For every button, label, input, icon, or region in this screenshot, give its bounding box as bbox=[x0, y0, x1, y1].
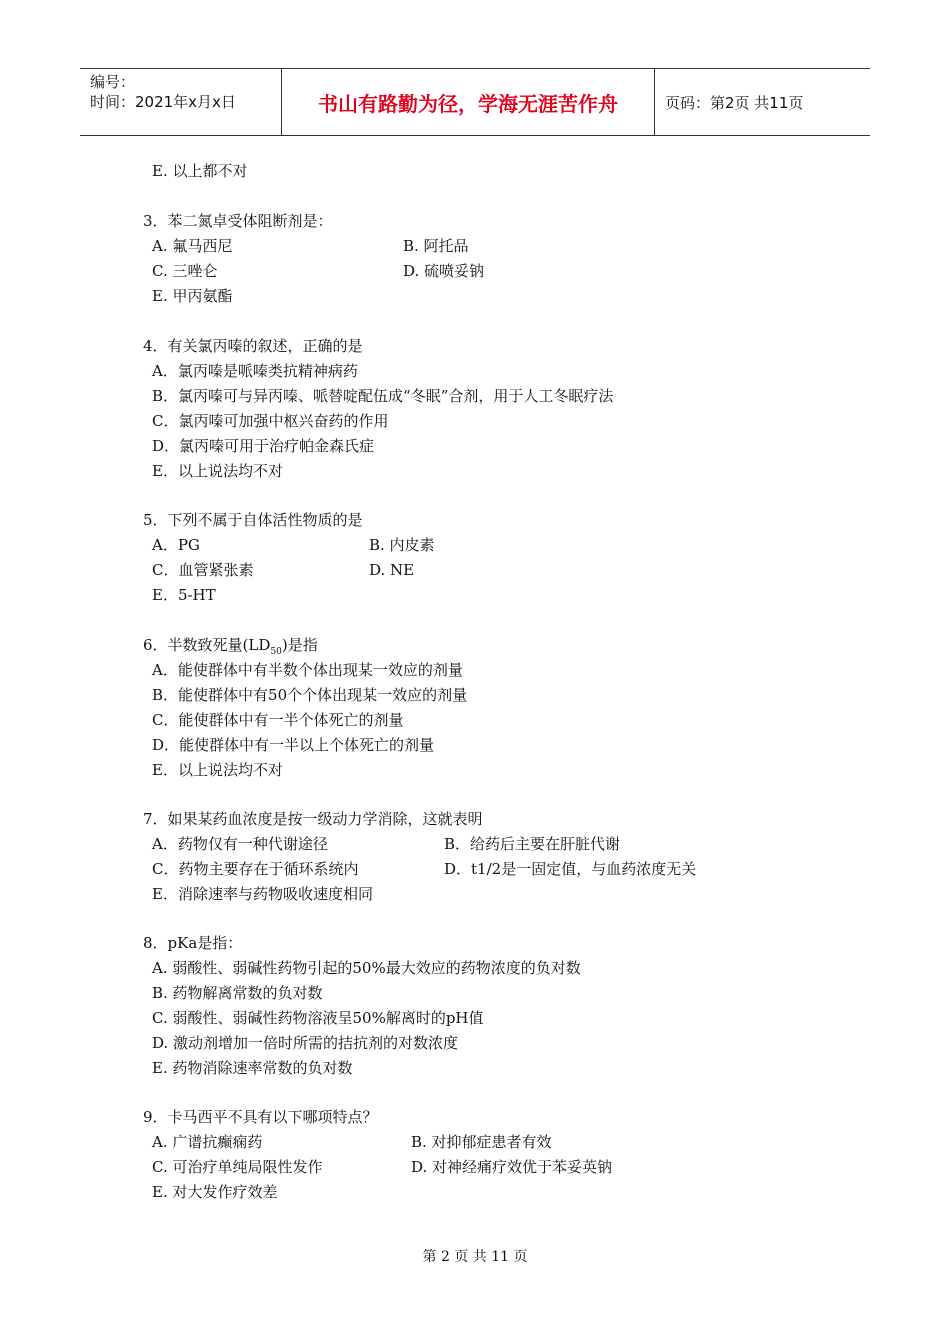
q3-option-d: D. 硫喷妥钠 bbox=[403, 262, 485, 280]
q4-stem: 4．有关氯丙嗪的叙述，正确的是 bbox=[143, 337, 363, 355]
q7-option-a: A．药物仅有一种代谢途径 bbox=[152, 835, 328, 853]
q5-option-c: C．血管紧张素 bbox=[152, 561, 254, 579]
q4-option-e: E．以上说法均不对 bbox=[152, 462, 283, 480]
q8-option-b: B. 药物解离常数的负对数 bbox=[152, 984, 323, 1002]
q8-option-c: C. 弱酸性、弱碱性药物溶液呈50%解离时的pH值 bbox=[152, 1009, 484, 1027]
q4-option-d: D．氯丙嗪可用于治疗帕金森氏症 bbox=[152, 437, 375, 455]
prev-option-e: E. 以上都不对 bbox=[152, 162, 248, 180]
header-meta bbox=[80, 69, 282, 135]
q9-option-c: C. 可治疗单纯局限性发作 bbox=[152, 1158, 323, 1176]
page-footer: 第 2 页 共 11 页 bbox=[422, 1249, 528, 1265]
doc-number-label: 编号： bbox=[90, 73, 136, 91]
q3-stem: 3．苯二氮卓受体阻断剂是： bbox=[143, 212, 333, 230]
q6-option-d: D．能使群体中有一半以上个体死亡的剂量 bbox=[152, 736, 435, 754]
q9-option-d: D. 对神经痛疗效优于苯妥英钠 bbox=[411, 1158, 613, 1176]
q8-option-a: A. 弱酸性、弱碱性药物引起的50%最大效应的药物浓度的负对数 bbox=[152, 959, 581, 977]
q7-option-d: D．t1/2是一固定值，与血药浓度无关 bbox=[444, 860, 697, 878]
q8-stem: 8．pKa是指： bbox=[143, 934, 243, 952]
q5-option-a: A．PG bbox=[152, 536, 200, 554]
q3-option-a: A. 氟马西尼 bbox=[152, 237, 233, 255]
header-motto: 书山有路勤为径，学海无涯苦作舟 bbox=[282, 69, 655, 135]
subscript-50: 50 bbox=[270, 647, 282, 657]
q5-option-d: D. NE bbox=[369, 561, 415, 579]
q6-option-a: A．能使群体中有半数个体出现某一效应的剂量 bbox=[152, 661, 463, 679]
q7-option-c: C．药物主要存在于循环系统内 bbox=[152, 860, 359, 878]
q3-option-b: B. 阿托品 bbox=[403, 237, 469, 255]
q6-stem: 6．半数致死量$(LD_{50})$是指 bbox=[143, 636, 318, 657]
q7-stem: 7．如果某药血浓度是按一级动力学消除，这就表明 bbox=[143, 810, 483, 828]
q9-stem: 9．卡马西平不具有以下哪项特点？ bbox=[143, 1108, 378, 1126]
q3-option-e: E. 甲丙氨酯 bbox=[152, 287, 233, 305]
q6-option-b: B．能使群体中有50个个体出现某一效应的剂量 bbox=[152, 686, 468, 704]
q9-option-a: A. 广谱抗癫痫药 bbox=[152, 1133, 263, 1151]
q4-option-a: A．氯丙嗪是哌嗪类抗精神病药 bbox=[152, 362, 358, 380]
q8-option-d: D. 激动剂增加一倍时所需的拮抗剂的对数浓度 bbox=[152, 1034, 459, 1052]
q8-option-e: E. 药物消除速率常数的负对数 bbox=[152, 1059, 353, 1077]
q7-option-b: B．给药后主要在肝脏代谢 bbox=[444, 835, 621, 853]
page-header bbox=[80, 68, 870, 136]
q9-option-e: E. 对大发作疗效差 bbox=[152, 1183, 278, 1201]
q5-stem: 5．下列不属于自体活性物质的是 bbox=[143, 511, 363, 529]
q6-option-e: E．以上说法均不对 bbox=[152, 761, 283, 779]
q4-option-b: B．氯丙嗪可与异丙嗪、哌替啶配伍成“冬眠”合剂，用于人工冬眠疗法 bbox=[152, 387, 614, 405]
header-page-info: 页码：第2页 共11页 bbox=[665, 93, 804, 112]
q4-option-c: C．氯丙嗪可加强中枢兴奋药的作用 bbox=[152, 412, 389, 430]
q5-option-e: E．5-HT bbox=[152, 586, 216, 604]
doc-date: 时间：2021年x月x日 bbox=[90, 93, 236, 111]
q7-option-e: E．消除速率与药物吸收速度相同 bbox=[152, 885, 373, 903]
q3-option-c: C. 三唑仑 bbox=[152, 262, 218, 280]
q6-option-c: C．能使群体中有一半个体死亡的剂量 bbox=[152, 711, 404, 729]
q5-option-b: B. 内皮素 bbox=[369, 536, 435, 554]
q9-option-b: B. 对抑郁症患者有效 bbox=[411, 1133, 552, 1151]
